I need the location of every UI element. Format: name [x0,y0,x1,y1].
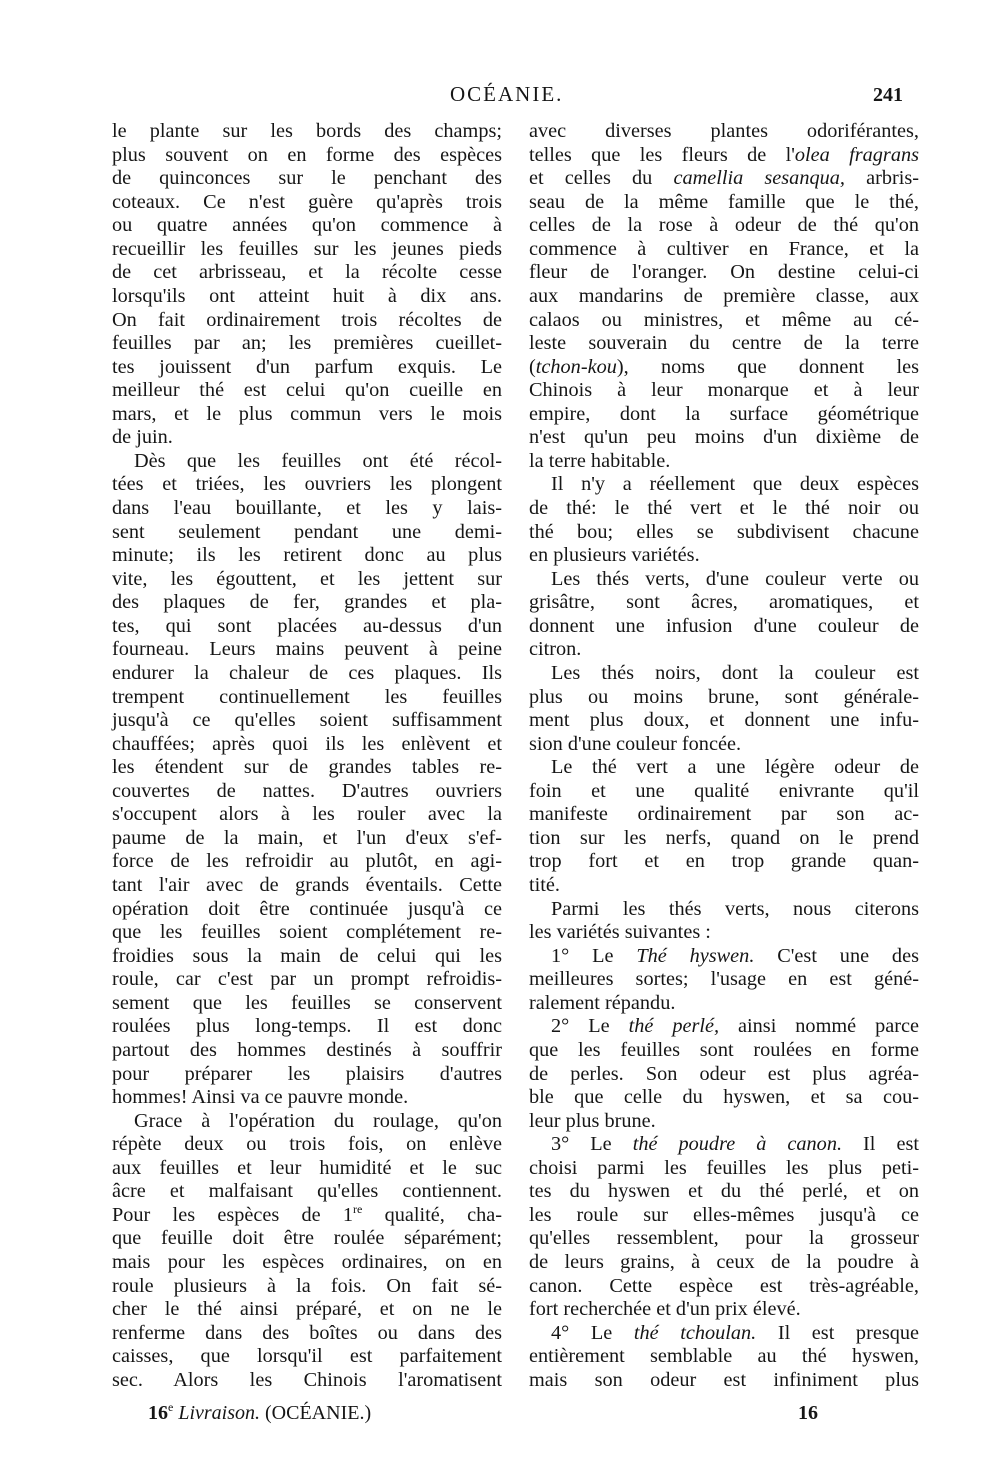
text-line [529,1251,919,1275]
text-run: sec. Alors les Chinois l'aromatisent [112,1368,502,1391]
text-run: fort recherchée et d'un prix élevé. [529,1298,801,1321]
text-run: plus souvent on en forme des espèces [112,143,502,166]
text-run: fleur de l'oranger. On destine celui-ci [529,261,919,284]
text-run: donnent une infusion d'une couleur de [529,614,919,637]
text-line [529,521,919,545]
text-run: tité. [529,874,560,896]
text-run: sion d'une couleur foncée. [529,732,742,755]
text-run: Il est presque [756,1321,919,1344]
text-run: et celles du [529,167,674,190]
text-run: thé bou; elles se subdivisent chacune [529,520,919,543]
text-line [112,686,502,710]
text-line [529,238,919,262]
text-line [112,1063,502,1087]
text-run: calaos ou ministres, et même au cé- [529,308,919,331]
text-line [529,1227,919,1251]
text-run: Le thé vert a une légère odeur de [551,756,919,779]
text-line [112,1086,502,1110]
text-run: froidies sous la main de celui qui les [112,944,502,967]
text-run: ou quatre années qu'on commence à [112,214,502,237]
text-line [112,332,502,356]
text-run: de thé: le thé vert et le thé noir ou [529,497,919,519]
text-line [529,1345,919,1369]
text-line [529,898,919,922]
text-line [529,473,919,497]
text-line [112,709,502,733]
text-line [529,497,919,521]
text-run: Il est [842,1133,919,1156]
text-run: les roule sur elles-mêmes jusqu'à ce [529,1203,919,1226]
text-line [112,309,502,333]
paragraph [529,756,919,897]
text-line [529,332,919,356]
text-line [529,1298,919,1322]
text-line [529,544,919,568]
text-line [112,379,502,403]
text-line [529,356,919,380]
text-run: roule plusieurs à la fois. On fait sé- [112,1274,502,1297]
text-run: Les thés noirs, dont la couleur est [551,661,919,684]
text-line [112,191,502,215]
text-line [112,497,502,521]
text-line [529,568,919,592]
text-line [112,780,502,804]
text-line [529,780,919,804]
text-run: meilleures sortes; l'usage en est géné- [529,968,919,991]
text-run: des plaques de fer, grandes et pla- [112,591,502,614]
text-run: dans l'eau bouillante, et les y lais- [112,497,502,519]
text-run: le plante sur les bords des champs; [112,120,502,142]
text-run: plus ou moins brune, sont générale- [529,685,919,708]
paragraph [529,945,919,1016]
text-run: Les thés verts, d'une couleur verte ou [551,567,919,590]
text-line [529,1275,919,1299]
paragraph [112,120,502,450]
text-line [112,1345,502,1369]
text-run: Grace à l'opération du roulage, qu'on [134,1109,502,1132]
text-line [112,1110,502,1134]
text-line [112,426,502,450]
right-column [529,120,919,1392]
text-run: qu'elles ressemblent, pour la grosseur [529,1227,919,1250]
text-run: tes, qui sont placées au-dessus d'un [112,614,502,637]
superscript: re [353,1201,363,1216]
text-run: grisâtre, sont âcres, aromatiques, et [529,591,919,614]
text-run: Chinois à leur monarque et à leur [529,379,919,402]
text-run: de cet arbrisseau, et la récolte cesse [112,261,502,284]
text-line [112,238,502,262]
paragraph [112,450,502,1110]
text-run: ( [529,355,536,378]
text-line [112,638,502,662]
text-line [112,120,502,144]
text-line [529,1204,919,1228]
text-line [529,261,919,285]
text-line [529,426,919,450]
text-line [112,662,502,686]
text-run: roulées plus long-temps. Il est donc [112,1015,502,1038]
text-run: 4° Le [551,1321,634,1344]
text-line [529,450,919,474]
text-run: ble que celle du hyswen, et sa cou- [529,1086,919,1109]
text-line [529,945,919,969]
text-line [529,1086,919,1110]
paragraph [529,1322,919,1393]
text-run: sement que les feuilles se conservent [112,991,502,1014]
text-run: répète deux ou trois fois, on enlève [112,1133,502,1156]
text-run: celles de la rose à odeur de thé qu'on [529,214,919,237]
text-run: ment plus doux, et donnent une infu- [529,709,919,732]
text-run: telles que les fleurs de l' [529,143,795,166]
text-run: mais pour les espèces ordinaires, on en [112,1251,502,1273]
paragraph [529,473,919,567]
text-run: cher le thé ainsi préparé, et on ne le [112,1298,502,1321]
text-line [112,591,502,615]
text-line [112,733,502,757]
text-run: tant l'air avec de grands éventails. Cette [112,874,502,896]
running-head [0,80,1000,110]
text-line [529,992,919,1016]
text-line [529,615,919,639]
text-run: n'est qu'un peu moins d'un dixième de [529,426,919,449]
signature-number: 16 [148,1402,168,1424]
text-run: les variétés suivantes : [529,921,711,944]
text-line [112,285,502,309]
text-run: de juin. [112,426,173,449]
text-line [112,803,502,827]
text-run: tes du hyswen et du thé perlé, et on [529,1180,919,1203]
text-line [112,615,502,639]
text-run: canon. Cette espèce est très-agréable, [529,1274,919,1297]
text-line [112,568,502,592]
text-run: caisses, que lorsqu'il est parfaitement [112,1345,502,1368]
text-run: avec diverses plantes odoriférantes, [529,120,919,142]
text-run: trempent continuellement les feuilles [112,685,502,708]
text-run: arbris- [844,167,919,190]
text-line [112,1015,502,1039]
text-line [529,803,919,827]
text-line [112,1251,502,1275]
text-line [529,1063,919,1087]
paragraph [529,898,919,945]
text-run: opération doit être continuée jusqu'à ce [112,897,502,920]
text-line [529,1322,919,1346]
text-line [112,214,502,238]
text-run: leste souverain du centre de la terre [529,332,919,355]
text-run: force de les refroidir au plutôt, en agi- [112,850,502,873]
text-line [112,921,502,945]
text-line [112,1227,502,1251]
text-line [529,1180,919,1204]
text-run: manifeste ordinairement par son ac- [529,803,919,826]
text-run: pour préparer les plaisirs d'autres [112,1062,502,1085]
text-line [529,1369,919,1393]
paragraph [112,1110,502,1393]
text-line [112,968,502,992]
text-line [112,1180,502,1204]
text-line [529,167,919,191]
italic-run: thé tchoulan. [633,1321,757,1344]
text-run: partout des hommes destinés à souffrir [112,1038,502,1061]
paragraph [529,1015,919,1133]
text-line [529,403,919,427]
text-run: paume de la main, et l'un d'eux s'ef- [112,826,502,849]
text-line [529,850,919,874]
italic-run: thé perlé, [628,1015,720,1038]
text-run: âcre et malfaisant qu'elles contiennent. [112,1180,502,1203]
text-run: en plusieurs variétés. [529,544,700,567]
text-run: que feuille doit être roulée séparément; [112,1227,502,1250]
text-line [529,921,919,945]
text-run: minute; ils les retirent donc au plus [112,544,502,567]
text-run: 1° Le [551,944,637,967]
text-line [112,756,502,780]
text-run: ainsi nommé parce [719,1015,919,1038]
text-run: tées et triées, les ouvriers les plongent [112,473,502,496]
running-title: OCÉANIE. [450,82,564,106]
text-run: vite, les égouttent, et les jettent sur [112,567,502,590]
paragraph [529,120,919,473]
italic-run: Thé hyswen. [636,944,755,967]
text-run: aux mandarins de première classe, aux [529,284,919,307]
italic-run: olea fragrans [794,143,919,166]
text-run: C'est une des [754,944,919,967]
text-line [112,1298,502,1322]
text-line [112,850,502,874]
text-run: choisi parmi les feuilles les plus peti- [529,1156,919,1179]
text-run: de perles. Son odeur est plus agréa- [529,1062,919,1085]
text-run: leur plus brune. [529,1109,656,1132]
text-line [112,521,502,545]
text-line [529,1133,919,1157]
text-run: s'occupent alors à les rouler avec la [112,803,502,826]
text-line [112,403,502,427]
text-run: recueillir les feuilles sur les jeunes pieds [112,237,502,260]
text-run: de quinconces sur le penchant des [112,167,502,190]
text-line [112,827,502,851]
signature-sup: e [168,1400,174,1414]
page-number: 241 [873,84,903,106]
text-run: la terre habitable. [529,449,671,472]
text-line [529,733,919,757]
text-run: entièrement semblable au thé hyswen, [529,1345,919,1368]
text-run: Parmi les thés verts, nous citerons [551,897,919,920]
text-line [529,827,919,851]
text-run: lorsqu'ils ont atteint huit à dix ans. [112,284,502,307]
text-run: hommes! Ainsi va ce pauvre monde. [112,1086,409,1109]
text-line [529,285,919,309]
text-line [529,214,919,238]
text-run: 2° Le [551,1015,629,1038]
text-line [112,945,502,969]
text-run: empire, dont la surface géométrique [529,402,919,425]
text-run: sent seulement pendant une demi- [112,520,502,543]
text-line [112,167,502,191]
text-run: couvertes de nattes. D'autres ouvriers [112,779,502,802]
text-line [529,874,919,898]
text-line [529,756,919,780]
text-run: Il n'y a réellement que deux espèces [551,473,919,496]
text-run: ), noms que donnent les [616,355,919,378]
text-line [112,544,502,568]
italic-run: tchon-kou [535,355,617,378]
italic-run: camellia sesanqua, [673,167,845,190]
signature-word: Livraison. [178,1402,261,1424]
text-run: Dès que les feuilles ont été récol- [134,449,502,472]
text-line [112,898,502,922]
paragraph [529,662,919,756]
text-run: de leurs grains, à ceux de la poudre à [529,1251,919,1273]
text-run: Pour les espèces de 1 [112,1203,354,1226]
text-line [529,144,919,168]
text-line [112,1275,502,1299]
text-run: aux feuilles et leur humidité et le suc [112,1156,502,1179]
text-run: jusqu'à ce qu'elles soient suffisamment [112,709,502,732]
text-line [529,968,919,992]
text-run: trop fort et en trop grande quan- [529,850,919,873]
signature-rest: (OCÉANIE.) [260,1402,372,1424]
text-line [112,1039,502,1063]
text-run: endurer la chaleur de ces plaques. Ils [112,661,502,684]
sheet-number: 16 [798,1402,818,1424]
text-line [529,638,919,662]
text-line [529,120,919,144]
text-run: roule, car c'est par un prompt refroidis- [112,968,502,991]
text-run: chauffées; après quoi ils les enlèvent et [112,732,502,755]
signature-mark [148,1402,371,1425]
text-line [112,356,502,380]
text-line [529,1157,919,1181]
text-line [529,591,919,615]
text-run: fourneau. Leurs mains peuvent à peine [112,638,502,661]
text-run: renferme dans des boîtes ou dans des [112,1321,502,1344]
text-line [529,1110,919,1134]
text-line [112,874,502,898]
text-line [112,261,502,285]
text-run: mais son odeur est infiniment plus [529,1368,919,1391]
paragraph [529,568,919,662]
text-run: que les feuilles sont roulées en forme [529,1038,919,1061]
text-line [529,191,919,215]
text-line [112,1322,502,1346]
text-line [529,709,919,733]
text-run: commence à cultiver en France, et la [529,237,919,260]
text-line [112,450,502,474]
text-run: On fait ordinairement trois récoltes de [112,308,502,331]
text-run: foin et une qualité enivrante qu'il [529,779,919,802]
text-line [529,662,919,686]
text-run: feuilles par an; les premières cueillet- [112,332,502,355]
text-run: qualité, cha- [362,1203,502,1226]
text-line [112,1157,502,1181]
text-line [112,1133,502,1157]
text-line [112,473,502,497]
text-run: tion sur les nerfs, quand on le prend [529,826,919,849]
text-line [112,1201,502,1228]
left-column [112,120,502,1392]
text-run: tes jouissent d'un parfum exquis. Le [112,355,502,378]
text-line [529,686,919,710]
text-run: les étendent sur de grandes tables re- [112,756,502,779]
text-line [529,1039,919,1063]
text-run: mars, et le plus commun vers le mois [112,402,502,425]
page-footer [0,1402,1000,1432]
text-line [529,1015,919,1039]
italic-run: thé poudre à canon. [632,1133,843,1156]
text-run: meilleur thé est celui qu'on cueille en [112,379,502,402]
text-line [112,144,502,168]
text-run: 3° Le [551,1133,633,1156]
text-run: ralement répandu. [529,991,676,1014]
text-run: citron. [529,638,582,661]
text-run: seau de la même famille que le thé, [529,190,919,213]
text-run: coteaux. Ce n'est guère qu'après trois [112,190,502,213]
text-line [529,379,919,403]
text-run: que les feuilles soient complétement re- [112,921,502,944]
paragraph [529,1133,919,1322]
text-line [529,309,919,333]
text-line [112,992,502,1016]
text-line [112,1369,502,1393]
